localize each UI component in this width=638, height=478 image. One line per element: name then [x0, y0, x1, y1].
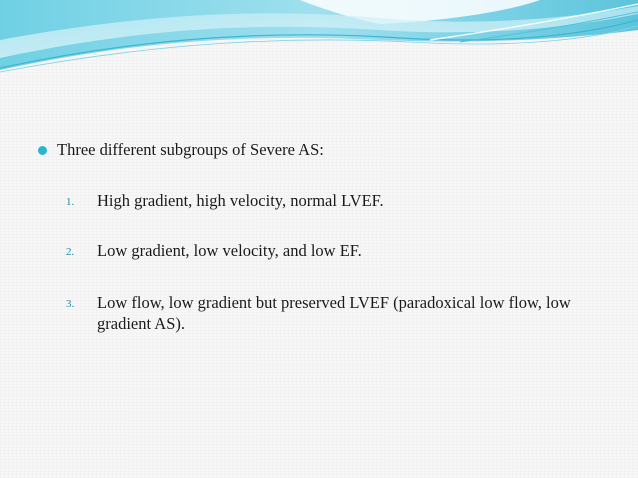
bullet-icon: [38, 146, 47, 155]
item-text: High gradient, high velocity, normal LVEF.: [97, 191, 384, 210]
item-number: 3.: [66, 298, 75, 310]
item-number: 1.: [66, 196, 75, 208]
item-number: 2.: [66, 246, 75, 258]
bullet-text: Three different subgroups of Severe AS:: [57, 140, 324, 159]
item-text: Low gradient, low velocity, and low EF.: [97, 241, 362, 260]
item-text: Low flow, low gradient but preserved LVEF (paradoxical low flow, low gradient AS).: [97, 293, 571, 333]
